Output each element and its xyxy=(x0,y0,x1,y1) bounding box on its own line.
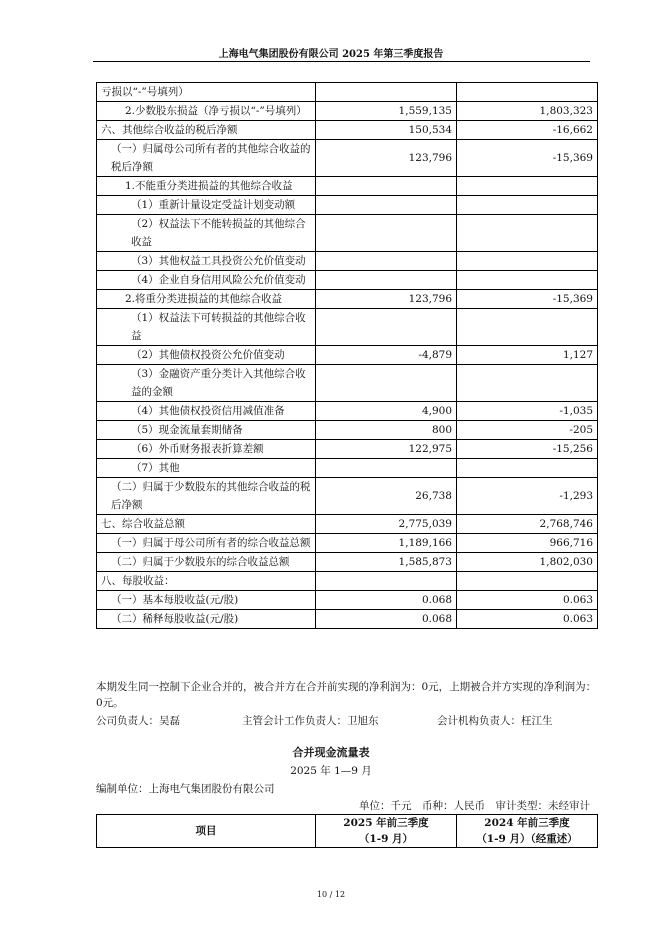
table-row xyxy=(97,140,598,177)
table-row xyxy=(97,534,598,553)
row-current-value: 0.068 xyxy=(316,610,457,629)
row-current-value: 123,796 xyxy=(316,140,457,177)
table-row xyxy=(97,365,598,402)
row-label: （4）其他债权投资信用减值准备 xyxy=(97,402,316,421)
row-current-value xyxy=(316,177,457,196)
table-row xyxy=(97,215,598,252)
row-label: （5）现金流量套期储备 xyxy=(97,421,316,440)
row-current-value: 4,900 xyxy=(316,402,457,421)
table-row xyxy=(97,177,598,196)
row-label: （4）企业自身信用风险公允价值变动 xyxy=(97,271,316,290)
row-label: （6）外币财务报表折算差额 xyxy=(97,440,316,459)
row-label: （7）其他 xyxy=(97,459,316,478)
row-prior-value: 2,768,746 xyxy=(457,515,598,534)
row-current-value xyxy=(316,365,457,402)
row-current-value: 123,796 xyxy=(316,290,457,309)
row-label: 七、综合收益总额 xyxy=(97,515,316,534)
col-prior-header xyxy=(457,815,598,848)
row-prior-value: 1,127 xyxy=(457,346,598,365)
table-row xyxy=(97,252,598,271)
table-row xyxy=(97,271,598,290)
company-head-signature: 公司负责人：吴磊 xyxy=(96,715,180,727)
row-current-value xyxy=(316,271,457,290)
row-current-value: 26,738 xyxy=(316,478,457,515)
row-prior-value xyxy=(457,271,598,290)
table-row xyxy=(97,196,598,215)
row-prior-value: -16,662 xyxy=(457,121,598,140)
row-label: （1）权益法下可转损益的其他综合收益 xyxy=(97,309,316,346)
merger-note: 本期发生同一控制下企业合并的，被合并方在合并前实现的净利润为：0元，上期被合并方实现的净利润为：0元。 xyxy=(96,681,597,709)
table-row xyxy=(97,478,598,515)
table-row xyxy=(97,440,598,459)
row-current-value xyxy=(316,252,457,271)
accounting-head-signature: 主管会计工作负责人：卫旭东 xyxy=(242,715,379,727)
table-row xyxy=(97,402,598,421)
row-prior-value: 0.063 xyxy=(457,610,598,629)
row-current-value xyxy=(316,196,457,215)
table-row xyxy=(97,121,598,140)
cashflow-compiler: 编制单位：上海电气集团股份有限公司 xyxy=(96,783,275,795)
table-row xyxy=(97,515,598,534)
row-current-value: 800 xyxy=(316,421,457,440)
row-label: （2）权益法下不能转损益的其他综合收益 xyxy=(97,215,316,252)
table-row xyxy=(97,610,598,629)
row-prior-value: 1,802,030 xyxy=(457,553,598,572)
row-current-value: 2,775,039 xyxy=(316,515,457,534)
row-prior-value: 1,803,323 xyxy=(457,102,598,121)
row-prior-value: -15,256 xyxy=(457,440,598,459)
col-prior-line1: 2024 年前三季度 xyxy=(484,817,570,829)
row-current-value xyxy=(316,215,457,252)
row-prior-value xyxy=(457,215,598,252)
row-prior-value: -15,369 xyxy=(457,140,598,177)
table-row xyxy=(97,421,598,440)
row-prior-value: 0.063 xyxy=(457,591,598,610)
row-label: （3）金融资产重分类计入其他综合收益的金额 xyxy=(97,365,316,402)
col-current-header xyxy=(316,815,457,848)
cashflow-period: 2025 年 1—9 月 xyxy=(290,765,372,777)
table-row xyxy=(97,591,598,610)
col-current-line1: 2025 年前三季度 xyxy=(343,817,429,829)
row-current-value: 150,534 xyxy=(316,121,457,140)
row-prior-value: -15,369 xyxy=(457,290,598,309)
row-current-value xyxy=(316,572,457,591)
row-current-value: 1,585,873 xyxy=(316,553,457,572)
row-current-value: 1,559,135 xyxy=(316,102,457,121)
row-current-value: 1,189,166 xyxy=(316,534,457,553)
row-label: （3）其他权益工具投资公允价值变动 xyxy=(97,252,316,271)
row-current-value: 122,975 xyxy=(316,440,457,459)
row-current-value xyxy=(316,459,457,478)
row-prior-value: 966,716 xyxy=(457,534,598,553)
row-label: 八、每股收益： xyxy=(97,572,316,591)
row-label: （一）基本每股收益(元/股) xyxy=(97,591,316,610)
row-label: （1）重新计量设定受益计划变动额 xyxy=(97,196,316,215)
row-label: （一）归属于母公司所有者的综合收益总额 xyxy=(97,534,316,553)
row-current-value: -4,879 xyxy=(316,346,457,365)
row-prior-value xyxy=(457,196,598,215)
report-header: 上海电气集团股份有限公司 2025 年第三季度报告 xyxy=(218,49,444,60)
row-label: 1.不能重分类进损益的其他综合收益 xyxy=(97,177,316,196)
col-current-line2: （1-9 月） xyxy=(358,833,414,845)
row-label: 2.少数股东损益（净亏损以“-”号填列） xyxy=(97,102,316,121)
row-prior-value xyxy=(457,459,598,478)
row-label: （二）稀释每股收益(元/股) xyxy=(97,610,316,629)
table-row xyxy=(97,83,598,102)
row-prior-value xyxy=(457,83,598,102)
row-label: 亏损以“-”号填列） xyxy=(97,83,316,102)
table-row xyxy=(97,572,598,591)
row-current-value xyxy=(316,83,457,102)
table-row xyxy=(97,290,598,309)
col-item-header: 项目 xyxy=(97,815,316,848)
cashflow-header-row xyxy=(97,815,598,848)
table-row xyxy=(97,553,598,572)
cashflow-title: 合并现金流量表 xyxy=(292,746,370,759)
row-current-value: 0.068 xyxy=(316,591,457,610)
row-prior-value xyxy=(457,309,598,346)
table-row xyxy=(97,459,598,478)
row-prior-value: -205 xyxy=(457,421,598,440)
income-statement-table xyxy=(96,82,598,629)
table-row xyxy=(97,309,598,346)
row-prior-value xyxy=(457,252,598,271)
row-current-value xyxy=(316,309,457,346)
col-prior-line2: （1-9 月）（经重述） xyxy=(476,833,578,845)
cashflow-units: 单位：千元 币种：人民币 审计类型：未经审计 xyxy=(359,800,590,812)
row-prior-value xyxy=(457,365,598,402)
row-label: （二）归属于少数股东的其他综合收益的税后净额 xyxy=(97,478,316,515)
row-prior-value: -1,035 xyxy=(457,402,598,421)
row-label: （2）其他债权投资公允价值变动 xyxy=(97,346,316,365)
accounting-org-head-signature: 会计机构负责人：枉江生 xyxy=(437,715,553,727)
row-prior-value: -1,293 xyxy=(457,478,598,515)
row-prior-value xyxy=(457,177,598,196)
row-label: 2.将重分类进损益的其他综合收益 xyxy=(97,290,316,309)
header-divider xyxy=(93,61,590,62)
table-row xyxy=(97,346,598,365)
row-prior-value xyxy=(457,572,598,591)
row-label: （一）归属母公司所有者的其他综合收益的税后净额 xyxy=(97,140,316,177)
cashflow-header-table xyxy=(96,814,598,848)
row-label: （二）归属于少数股东的综合收益总额 xyxy=(97,553,316,572)
table-row xyxy=(97,102,598,121)
page-number: 10 / 12 xyxy=(316,890,346,899)
row-label: 六、其他综合收益的税后净额 xyxy=(97,121,316,140)
